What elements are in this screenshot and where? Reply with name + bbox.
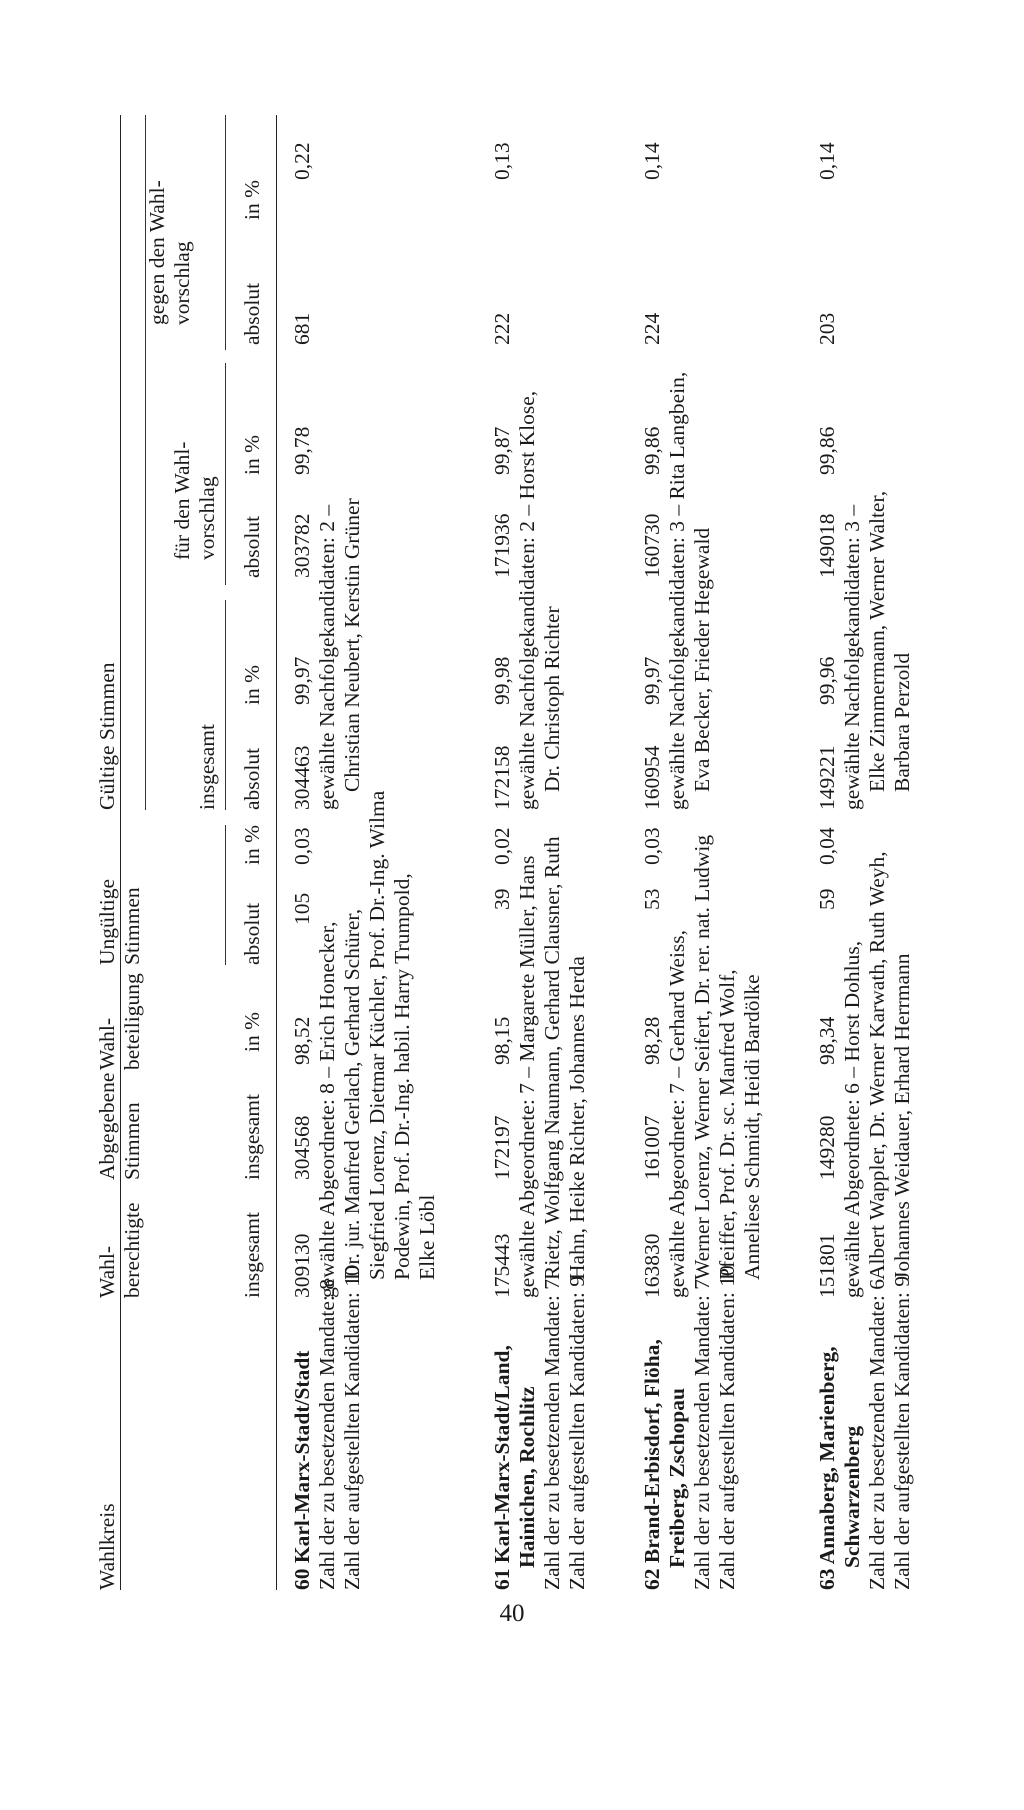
sub-fuer-abs: absolut xyxy=(240,515,264,578)
nachfolge-line: Christian Neubert, Kerstin Grüner xyxy=(340,498,364,792)
abgeordnete-line: Johannes Weidauer, Erhard Herrmann xyxy=(890,953,914,1280)
header-fuer-2: vorschlag xyxy=(195,476,219,560)
fuer-pct-value: 99,86 xyxy=(815,426,839,475)
header-insgesamt: insgesamt xyxy=(195,724,219,810)
abgeordnete-line: Albert Wappler, Dr. Werner Karwath, Ruth Weyh, xyxy=(865,851,889,1280)
nachfolge-line: gewählte Nachfolgekandidaten: 3 – Rita Langbein, xyxy=(665,371,689,810)
wahlkreis-name-cont: Hainichen, Rochlitz xyxy=(515,1386,539,1568)
header-gegen-2: vorschlag xyxy=(170,241,194,325)
header-wahlbeteiligung-1: Wahl- xyxy=(95,1018,119,1070)
wahlkreis-name-cont: Freiberg, Zschopau xyxy=(665,1388,689,1568)
gegen-abs-value: 203 xyxy=(815,312,839,345)
gegen-rule xyxy=(225,115,226,350)
header-wahlberechtigte-1: Wahl- xyxy=(95,1246,119,1298)
kandidaten-count: Zahl der aufgestellten Kandidaten: 10 xyxy=(340,1265,364,1590)
abgegeben-value: 304568 xyxy=(290,1115,314,1180)
gegen-abs-value: 222 xyxy=(490,312,514,345)
nachfolge-line: Elke Zimmermann, Werner Walter, xyxy=(865,490,889,792)
abgeordnete-line: gewählte Abgeordnete: 7 – Margarete Müller, Hans xyxy=(515,855,539,1298)
abgeordnete-line: Dr. jur. Manfred Gerlach, Gerhard Schürer, xyxy=(340,908,364,1280)
gegen-abs-value: 224 xyxy=(640,312,664,345)
gueltig-abs-value: 304463 xyxy=(290,745,314,810)
sub-beteiligung-pct: in % xyxy=(240,1011,264,1052)
ungueltig-pct-value: 0,03 xyxy=(290,827,314,865)
nachfolge-line: gewählte Nachfolgekandidaten: 3 – xyxy=(840,504,864,810)
fuer-abs-value: 160730 xyxy=(640,513,664,578)
wahlkreis-name: 60 Karl-Marx-Stadt/Stadt xyxy=(290,1350,314,1590)
mandate-count: Zahl der zu besetzenden Mandate: 7 xyxy=(690,1278,714,1590)
gueltig-pct-value: 99,97 xyxy=(290,656,314,705)
header-abgegebene-2: Stimmen xyxy=(120,1102,144,1180)
beteiligung-value: 98,34 xyxy=(815,1016,839,1065)
mandate-count: Zahl der zu besetzenden Mandate: 6 xyxy=(865,1278,889,1590)
ungueltig-abs-value: 53 xyxy=(640,888,664,910)
abgegeben-value: 161007 xyxy=(640,1115,664,1180)
sub-gegen-abs: absolut xyxy=(240,282,264,345)
kandidaten-count: Zahl der aufgestellten Kandidaten: 10 xyxy=(715,1265,739,1590)
nachfolge-line: gewählte Nachfolgekandidaten: 2 – xyxy=(315,504,339,810)
fuer-rule xyxy=(225,363,226,585)
abgeordnete-line: gewählte Abgeordnete: 7 – Gerhard Weiss, xyxy=(665,929,689,1298)
abgeordnete-line: gewählte Abgeordnete: 8 – Erich Honecker, xyxy=(315,921,339,1298)
kandidaten-count: Zahl der aufgestellten Kandidaten: 9 xyxy=(565,1275,589,1590)
abgeordnete-line: Anneliese Schmidt, Heidi Bardölke xyxy=(740,974,764,1280)
abgegeben-value: 172197 xyxy=(490,1115,514,1180)
insgesamt-rule xyxy=(225,600,226,810)
sub-gueltig-pct: in % xyxy=(240,664,264,705)
sub-gegen-pct: in % xyxy=(240,179,264,220)
ungueltig-pct-value: 0,04 xyxy=(815,827,839,865)
gegen-pct-value: 0,13 xyxy=(490,142,514,180)
fuer-pct-value: 99,87 xyxy=(490,426,514,475)
fuer-pct-value: 99,86 xyxy=(640,426,664,475)
header-ungueltige-1: Ungültige xyxy=(95,879,119,965)
gegen-pct-value: 0,22 xyxy=(290,142,314,180)
wahlkreis-name: 61 Karl-Marx-Stadt/Land, xyxy=(490,1345,514,1590)
ungueltig-abs-value: 39 xyxy=(490,888,514,910)
wahlberechtigte-value: 163830 xyxy=(640,1233,664,1298)
gueltig-pct-value: 99,96 xyxy=(815,656,839,705)
sub-fuer-pct: in % xyxy=(240,434,264,475)
header-bottom-rule xyxy=(276,115,277,1590)
nachfolge-line: Dr. Christoph Richter xyxy=(540,606,564,792)
sub-abgegeben-insgesamt: insgesamt xyxy=(240,1094,264,1180)
gueltig-abs-value: 149221 xyxy=(815,745,839,810)
mandate-count: Zahl der zu besetzenden Mandate: 8 xyxy=(315,1278,339,1590)
abgeordnete-line: Elke Löbl xyxy=(415,1194,439,1280)
nachfolge-line: Barbara Perzold xyxy=(890,652,914,792)
table-row xyxy=(815,110,925,1590)
gegen-abs-value: 681 xyxy=(290,312,314,345)
beteiligung-value: 98,15 xyxy=(490,1016,514,1065)
abgeordnete-line: Siegfried Lorenz, Dietmar Küchler, Prof. Dr.-Ing. Wilma xyxy=(365,790,389,1280)
ungueltig-pct-value: 0,03 xyxy=(640,827,664,865)
ungueltig-abs-value: 105 xyxy=(290,892,314,925)
fuer-abs-value: 303782 xyxy=(290,513,314,578)
rotated-table xyxy=(90,110,935,1590)
header-abgegebene-1: Abgegebene xyxy=(95,1072,119,1180)
table-row xyxy=(290,110,440,1590)
beteiligung-value: 98,52 xyxy=(290,1016,314,1065)
gegen-pct-value: 0,14 xyxy=(815,142,839,180)
header-wahlkreis: Wahlkreis xyxy=(95,1503,119,1590)
wahlkreis-name: 62 Brand-Erbisdorf, Flöha, xyxy=(640,1339,664,1590)
gueltig-abs-value: 172158 xyxy=(490,745,514,810)
header-gegen-1: gegen den Wahl- xyxy=(145,180,169,325)
gegen-pct-value: 0,14 xyxy=(640,142,664,180)
gueltig-abs-value: 160954 xyxy=(640,745,664,810)
kandidaten-count: Zahl der aufgestellten Kandidaten: 9 xyxy=(890,1275,914,1590)
wahlberechtigte-value: 309130 xyxy=(290,1233,314,1298)
sub-wahlberechtigte-insgesamt: insgesamt xyxy=(240,1212,264,1298)
abgegeben-value: 149280 xyxy=(815,1115,839,1180)
header-wahlberechtigte-2: berechtigte xyxy=(120,1202,144,1298)
sub-gueltig-abs: absolut xyxy=(240,747,264,810)
table-row xyxy=(640,110,765,1590)
wahlkreis-name: 63 Annaberg, Marienberg, xyxy=(815,1346,839,1590)
ungueltig-pct-value: 0,02 xyxy=(490,827,514,865)
fuer-abs-value: 171936 xyxy=(490,513,514,578)
header-ungueltige-2: Stimmen xyxy=(120,887,144,965)
sub-ungueltig-abs: absolut xyxy=(240,902,264,965)
top-rule xyxy=(120,115,121,1590)
fuer-abs-value: 149018 xyxy=(815,513,839,578)
ungueltig-abs-value: 59 xyxy=(815,888,839,910)
beteiligung-value: 98,28 xyxy=(640,1016,664,1065)
nachfolge-line: gewählte Nachfolgekandidaten: 2 – Horst Klose, xyxy=(515,390,539,810)
wahlkreis-name-cont: Schwarzenberg xyxy=(840,1425,864,1568)
abgeordnete-line: Hahn, Heike Richter, Johannes Herda xyxy=(565,956,589,1280)
mandate-count: Zahl der zu besetzenden Mandate: 7 xyxy=(540,1278,564,1590)
gueltig-pct-value: 99,98 xyxy=(490,656,514,705)
abgeordnete-line: Werner Lorenz, Werner Seifert, Dr. rer. nat. Ludwig xyxy=(690,834,714,1280)
page-number: 40 xyxy=(499,1600,525,1627)
abgeordnete-line: Rietz, Wolfgang Naumann, Gerhard Clausner, Ruth xyxy=(540,836,564,1280)
wahlberechtigte-value: 175443 xyxy=(490,1233,514,1298)
wahlberechtigte-value: 151801 xyxy=(815,1233,839,1298)
header-gueltige: Gültige Stimmen xyxy=(95,662,119,810)
abgeordnete-line: gewählte Abgeordnete: 6 – Horst Dohlus, xyxy=(840,940,864,1298)
table-row xyxy=(490,110,615,1590)
abgeordnete-line: Podewin, Prof. Dr.-Ing. habil. Harry Trumpold, xyxy=(390,873,414,1280)
gueltig-pct-value: 99,97 xyxy=(640,656,664,705)
sub-ungueltig-pct: in % xyxy=(240,824,264,865)
abgeordnete-line: Pfeiffer, Prof. Dr. sc. Manfred Wolf, xyxy=(715,969,739,1280)
header-fuer-1: für den Wahl- xyxy=(170,441,194,560)
fuer-pct-value: 99,78 xyxy=(290,426,314,475)
ungueltige-rule xyxy=(225,825,226,965)
header-wahlbeteiligung-2: beteiligung xyxy=(120,973,144,1070)
nachfolge-line: Eva Becker, Frieder Hegewald xyxy=(690,527,714,792)
